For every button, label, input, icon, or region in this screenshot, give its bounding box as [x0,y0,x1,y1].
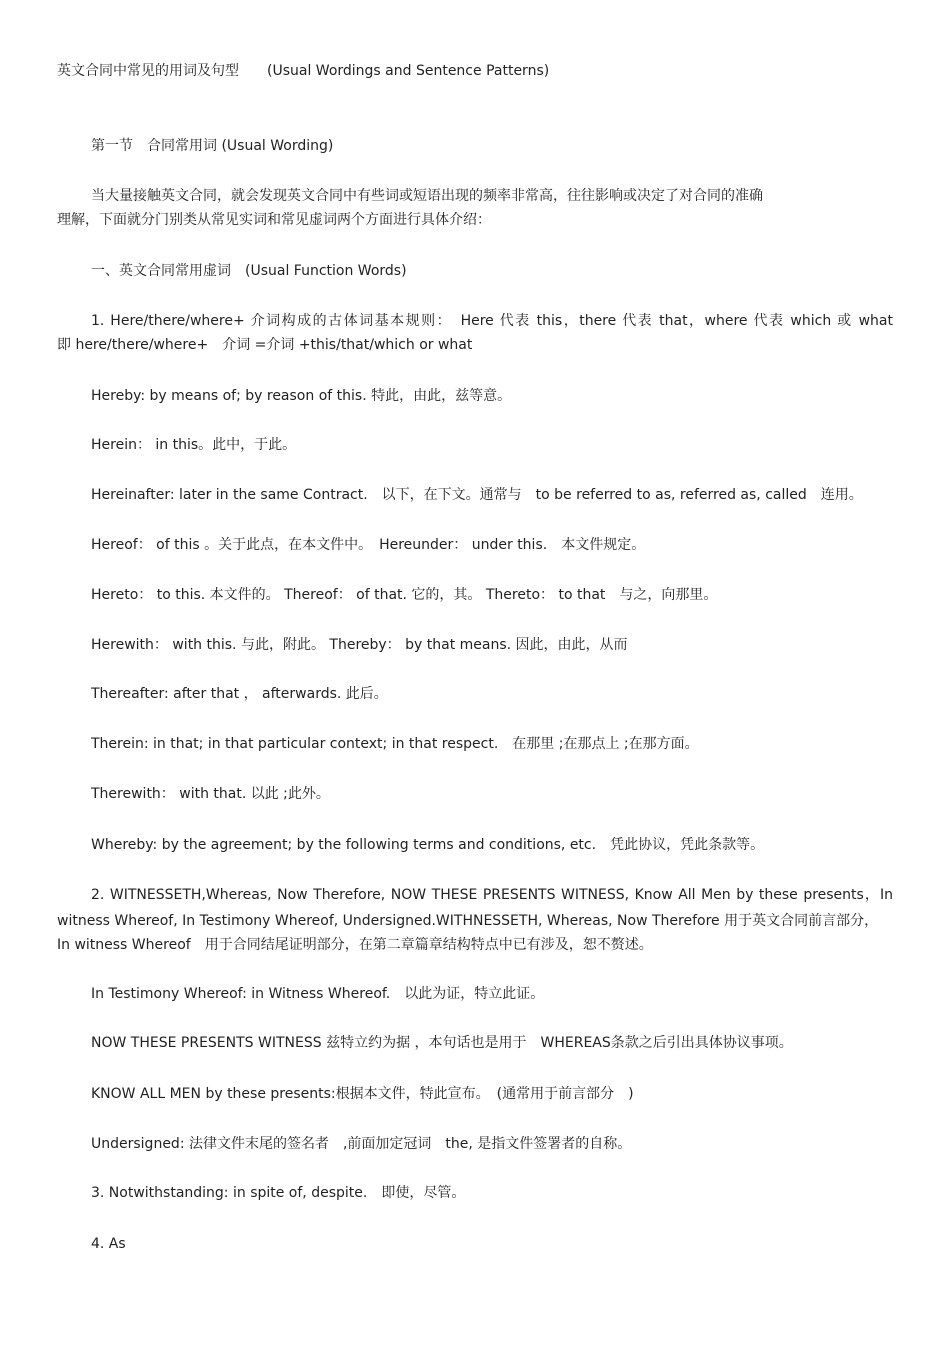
entry-now-these-presents-witness: NOW THESE PRESENTS WITNESS 兹特立约为据 ，本句话也是用于 WHEREAS条款之后引出具体协议事项。 [91,1035,793,1051]
entry-know-all-men: KNOW ALL MEN by these presents:根据本文件，特此宣布。 (通常用于前言部分 ) [91,1086,634,1102]
entry-in-testimony-whereof: In Testimony Whereof: in Witness Whereof. 以此为证，特立此证。 [91,986,545,1002]
item2-line-1: 2. WITNESSETH,Whereas, Now Therefore, NOW THESE PRESENTS WITNESS, Know All Men by these presents，In [91,887,893,903]
item2-line-3: In witness Whereof 用于合同结尾证明部分，在第二章篇章结构特点中已有涉及，恕不赘述。 [57,937,653,953]
item1-line-2: 即 here/there/where+ 介词 =介词 +this/that/which or what [57,337,473,353]
entry-thereafter: Thereafter: after that ， afterwards. 此后。 [91,686,388,702]
intro-line-2: 理解，下面就分门别类从常见实词和常见虚词两个方面进行具体介绍： [57,212,491,228]
entry-herewith: Herewith： with this. 与此，附此。 Thereby： by that means. 因此，由此，从而 [91,637,628,653]
item4-as: 4. As [91,1236,126,1252]
entry-hereof: Hereof： of this 。关于此点，在本文件中。 Hereunder： under this. 本文件规定。 [91,537,646,553]
entry-hereto: Hereto： to this. 本文件的。 Thereof： of that. 它的，其。 Thereto： to that 与之，向那里。 [91,587,718,603]
intro-line-1: 当大量接触英文合同，就会发现英文合同中有些词或短语出现的频率非常高，往往影响或决定了对合同的准确 [91,188,763,204]
entry-hereinafter: Hereinafter: later in the same Contract. 以下，在下文。通常与 to be referred to as, referred as, called 连用。 [91,487,863,503]
entry-herein: Herein： in this。此中，于此。 [91,437,297,453]
entry-hereby: Hereby: by means of; by reason of this. 特此，由此，兹等意。 [91,388,512,404]
entry-therewith: Therewith： with that. 以此 ;此外。 [91,786,330,802]
item2-line-2: witness Whereof, In Testimony Whereof, Undersigned.WITHNESSETH, Whereas, Now Therefore 用于英文合同前言部分， [57,913,879,929]
item3-notwithstanding: 3. Notwithstanding: in spite of, despite. 即使，尽管。 [91,1185,466,1201]
entry-therein: Therein: in that; in that particular context; in that respect. 在那里 ;在那点上 ;在那方面。 [91,736,699,752]
subheading-function-words: 一、英文合同常用虚词 (Usual Function Words) [91,263,407,279]
item1-line-1: 1. Here/there/where+ 介词构成的古体词基本规则： Here 代表 this，there 代表 that，where 代表 which 或 what [91,313,893,329]
section-heading: 第一节 合同常用词 (Usual Wording) [91,138,334,154]
entry-undersigned: Undersigned: 法律文件末尾的签名者 ,前面加定冠词 the, 是指文件签署者的自称。 [91,1136,632,1152]
entry-whereby: Whereby: by the agreement; by the following terms and conditions, etc. 凭此协议，凭此条款等。 [91,837,765,853]
document-title: 英文合同中常见的用词及句型 (Usual Wordings and Sentence Patterns) [57,63,550,79]
